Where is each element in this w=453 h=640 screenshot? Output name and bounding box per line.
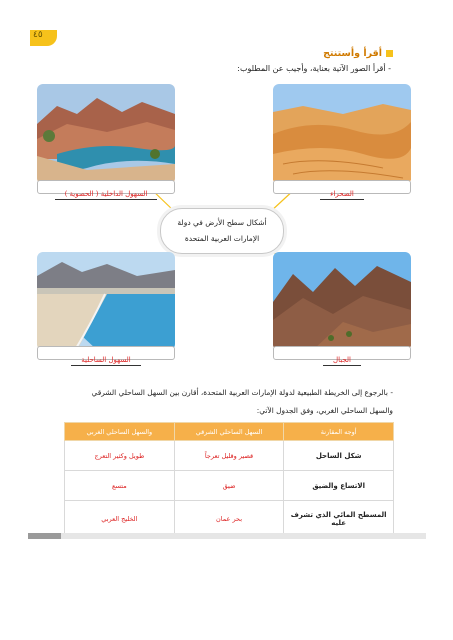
answer-desert: الصحراء bbox=[320, 189, 364, 200]
photo-mountains bbox=[273, 252, 411, 350]
table-header-row bbox=[65, 423, 394, 441]
table-row bbox=[65, 441, 394, 471]
photo-gravel-plains bbox=[37, 84, 175, 184]
photo-coastal-plains bbox=[37, 252, 175, 350]
comparison-question bbox=[53, 384, 393, 420]
central-concept-line2: الإمارات العربية المتحدة bbox=[184, 234, 260, 243]
row-west-answer: الخليج العربي bbox=[65, 501, 175, 537]
label-box-mountains bbox=[273, 346, 411, 364]
header-criteria: أوجه المقارنة bbox=[284, 423, 394, 441]
footer-rule-accent bbox=[28, 533, 61, 539]
heading-bullet-icon bbox=[386, 50, 393, 57]
page-number: ٤٥ bbox=[33, 30, 43, 40]
row-criterion: المسطح المائي الذي تشرف عليه bbox=[284, 501, 394, 537]
footer-rule bbox=[28, 533, 426, 539]
comparison-table bbox=[64, 422, 394, 537]
answer-coastal-plains: السهول الساحلية bbox=[71, 355, 140, 366]
photo-desert bbox=[273, 84, 411, 184]
answer-gravel-plains: السهول الداخلية ( الحصوية ) bbox=[55, 189, 158, 200]
row-east-answer: ضيق bbox=[174, 471, 284, 501]
row-west-answer: متسع bbox=[65, 471, 175, 501]
row-criterion: شكل الساحل bbox=[284, 441, 394, 471]
row-east-answer: بحر عمان bbox=[174, 501, 284, 537]
section-heading bbox=[323, 48, 393, 59]
central-concept-line1: أشكال سطح الأرض في دولة bbox=[177, 218, 267, 227]
row-west-answer: طويل وكثير التعرج bbox=[65, 441, 175, 471]
question-line2: والسهل الساحلي الغربي، وفق الجدول الآتي: bbox=[256, 406, 393, 415]
page-number-tab bbox=[30, 30, 57, 46]
heading-text: أقرأ وأستنتج bbox=[323, 48, 382, 59]
header-west-coast: والسهل الساحلي الغربي bbox=[65, 423, 175, 441]
row-criterion: الاتساع والضيق bbox=[284, 471, 394, 501]
label-box-desert bbox=[273, 180, 411, 198]
header-east-coast: السهل الساحلي الشرقي bbox=[174, 423, 284, 441]
row-east-answer: قصير وقليل تعرجاً bbox=[174, 441, 284, 471]
table-row bbox=[65, 471, 394, 501]
answer-mountains: الجبال bbox=[323, 355, 361, 366]
label-box-gravel-plains bbox=[37, 180, 175, 198]
label-box-coastal-plains bbox=[37, 346, 175, 364]
table-row bbox=[65, 501, 394, 537]
instruction-text: - أقرأ الصور الآتية بعناية، وأجيب عن المطلوب: bbox=[237, 64, 391, 73]
central-concept bbox=[160, 208, 284, 254]
question-line1: - بالرجوع إلى الخريطة الطبيعية لدولة الإمارات العربية المتحدة، أقارن بين السهل الساحلي الشرقي bbox=[91, 388, 393, 397]
